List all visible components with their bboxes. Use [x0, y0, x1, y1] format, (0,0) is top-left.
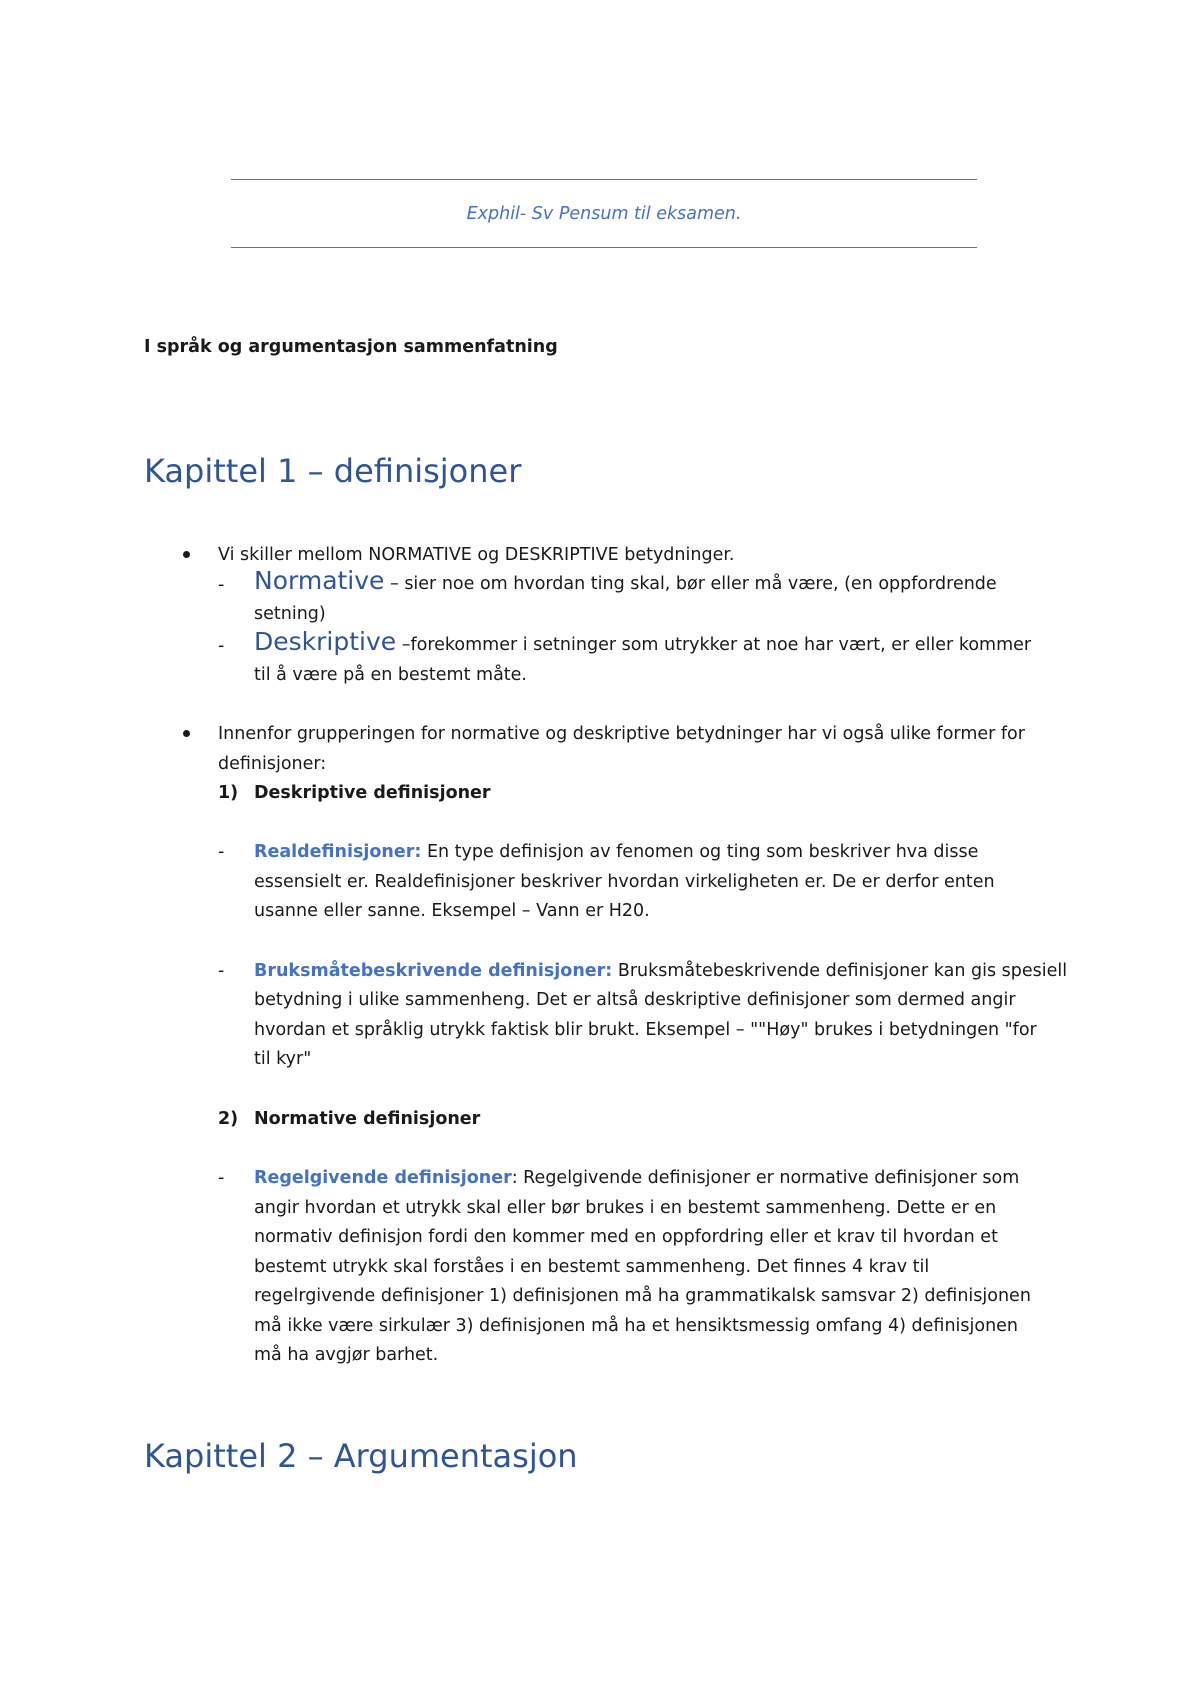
realdefinisjoner-item [254, 838, 978, 867]
bullet-icon [183, 730, 190, 737]
deskriptive-definition [254, 627, 1031, 660]
bruksmate-text: Bruksmåtebeskrivende definisjoner kan gis spesiell [612, 961, 1068, 981]
bruksmate-text-cont: hvordan et språklig utrykk faktisk blir brukt. Eksempel – ""Høy" brukes i betydningen "for [254, 1020, 1037, 1040]
bullet-text-cont: definisjoner: [218, 754, 327, 774]
bullet-icon [183, 551, 190, 558]
bullet-text: Innenfor grupperingen for normative og deskriptive betydninger har vi også ulike former for [218, 724, 1025, 744]
list-number: 2) [218, 1109, 239, 1129]
regelgivende-item [254, 1164, 1019, 1193]
regelgivende-text-cont: angir hvordan et utrykk skal eller bør brukes i en bestemt sammenheng. Dette er en [254, 1198, 997, 1218]
bruksmate-item [254, 957, 1067, 986]
regelgivende-text-cont: normativ definisjon fordi den kommer med en oppfordring eller et krav til hvordan et [254, 1227, 998, 1247]
normative-text-cont: setning) [254, 604, 326, 624]
regelgivende-text: : Regelgivende definisjoner er normative definisjoner som [511, 1168, 1020, 1188]
bruksmate-text-cont: til kyr" [254, 1049, 312, 1069]
subsection-title: Normative definisjoner [254, 1109, 481, 1129]
regelgivende-text-cont: regelrgivende definisjoner 1) definisjonen må ha grammatikalsk samsvar 2) definisjonen [254, 1286, 1031, 1306]
normative-text: – sier noe om hvordan ting skal, bør eller må være, (en oppfordrende [384, 574, 997, 594]
deskriptive-term: Deskriptive [254, 627, 397, 656]
subsection-title: Deskriptive definisjoner [254, 783, 491, 803]
realdefinisjoner-text-cont: usanne eller sanne. Eksempel – Vann er H20. [254, 901, 650, 921]
dash-marker: - [218, 636, 225, 656]
realdefinisjoner-term: Realdefinisjoner: [254, 842, 422, 862]
document-title: I språk og argumentasjon sammenfatning [144, 337, 558, 357]
document-subtitle: Exphil- Sv Pensum til eksamen. [466, 204, 742, 224]
regelgivende-text-cont: må ikke være sirkulær 3) definisjonen må ha et hensiktsmessig omfang 4) definisjonen [254, 1316, 1019, 1336]
regelgivende-term: Regelgivende definisjoner [254, 1168, 512, 1188]
bruksmate-text-cont: betydning i ulike sammenheng. Det er altså deskriptive definisjoner som dermed angir [254, 990, 1016, 1010]
realdefinisjoner-text: En type definisjon av fenomen og ting som beskriver hva disse [421, 842, 979, 862]
normative-term: Normative [254, 566, 385, 595]
deskriptive-text-cont: til å være på en bestemt måte. [254, 665, 527, 685]
deskriptive-text: –forekommer i setninger som utrykker at noe har vært, er eller kommer [396, 635, 1032, 655]
header-bottom-rule [231, 247, 977, 248]
dash-marker: - [218, 1168, 225, 1188]
bullet-text: Vi skiller mellom NORMATIVE og DESKRIPTIVE betydninger. [218, 545, 735, 565]
normative-definition [254, 566, 997, 599]
chapter-1-heading: Kapittel 1 – definisjoner [144, 452, 522, 490]
chapter-2-heading: Kapittel 2 – Argumentasjon [144, 1437, 578, 1475]
dash-marker: - [218, 575, 225, 595]
regelgivende-text-cont: må ha avgjør barhet. [254, 1345, 439, 1365]
list-number: 1) [218, 783, 239, 803]
realdefinisjoner-text-cont: essensielt er. Realdefinisjoner beskriver hvordan virkeligheten er. De er derfor enten [254, 872, 995, 892]
regelgivende-text-cont: bestemt utrykk skal forståes i en bestemt sammenheng. Det finnes 4 krav til [254, 1257, 930, 1277]
dash-marker: - [218, 842, 225, 862]
header-top-rule [231, 179, 977, 180]
dash-marker: - [218, 961, 225, 981]
bruksmate-term: Bruksmåtebeskrivende definisjoner: [254, 961, 613, 981]
